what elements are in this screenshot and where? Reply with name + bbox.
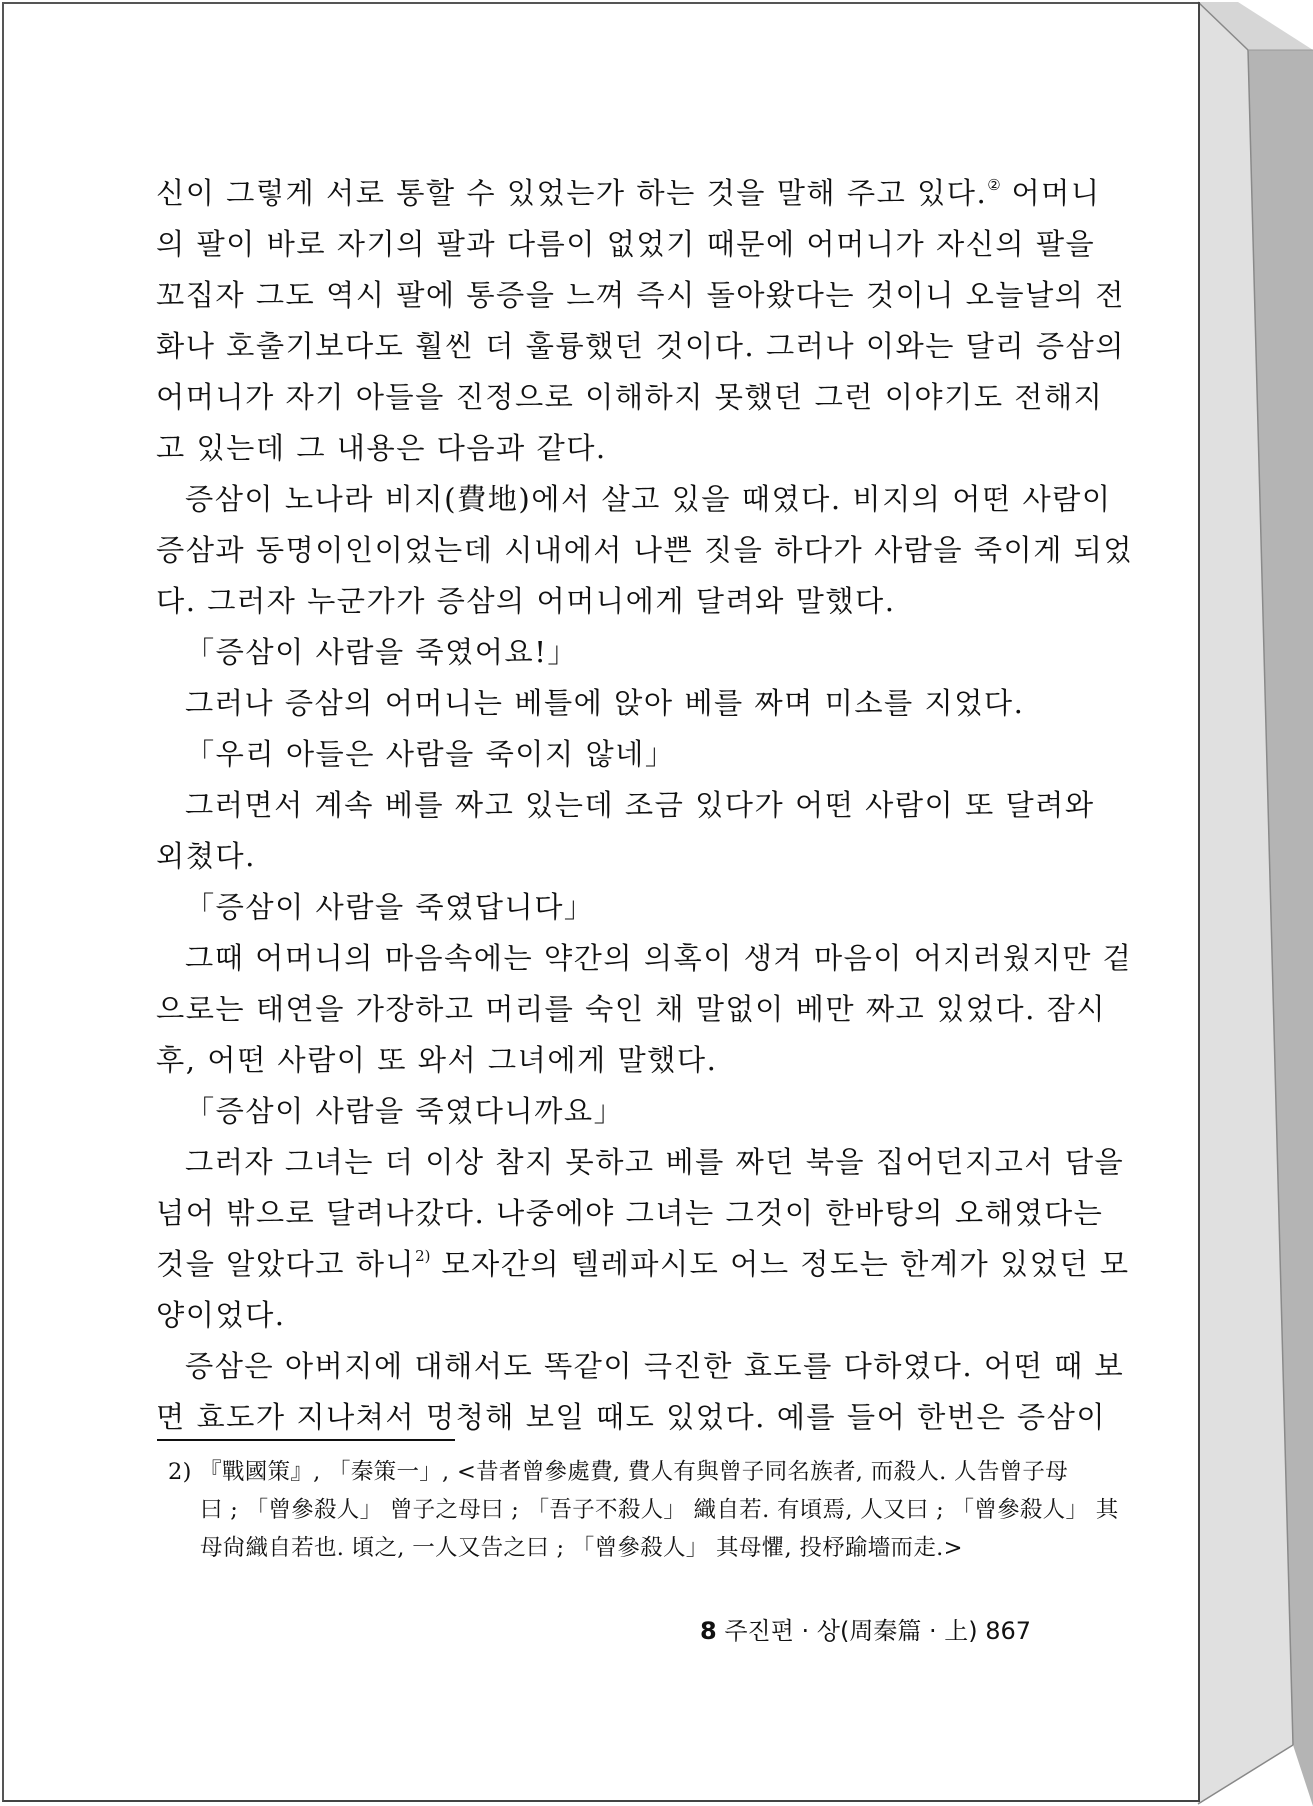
text-line: 그러면서 계속 베를 짜고 있는데 조금 있다가 어떤 사람이 또 달려와 [185,788,1095,822]
page-edge [1198,2,1200,1802]
dialogue-line: 「증삼이 사람을 죽였답니다」 [185,890,595,924]
footnote-line: 母尙織自若也. 頃之, 一人又告之曰 ; 「曾參殺人」 其母懼, 投杼踰墻而走.> [200,1535,963,1561]
text-line: 후, 어떤 사람이 또 와서 그녀에게 말했다. [156,1043,718,1077]
text-line: 화나 호출기보다도 훨씬 더 훌륭했던 것이다. 그러나 이와는 달리 증삼의 [156,329,1125,363]
text-line: 외쳤다. [156,839,256,873]
text-line: 면 효도가 지나쳐서 멍청해 보일 때도 있었다. 예를 들어 한번은 증삼이 [156,1400,1107,1434]
text-line: 의 팔이 바로 자기의 팔과 다름이 없었기 때문에 어머니가 자신의 팔을 [156,227,1096,261]
text-line: 으로는 태연을 가장하고 머리를 숙인 채 말없이 베만 짜고 있었다. 잠시 [156,992,1107,1026]
page-footer [700,1615,1032,1647]
line-text: 것을 알았다고 하니 [156,1247,416,1281]
dialogue-line: 「우리 아들은 사람을 죽이지 않네」 [185,737,676,771]
text-line: 꼬집자 그도 역시 팔에 통증을 느껴 즉시 돌아왔다는 것이니 오늘날의 전 [156,278,1125,312]
chapter-number: 8 [700,1617,717,1645]
text-line: 그러나 증삼의 어머니는 베틀에 앉아 베를 짜며 미소를 지었다. [185,686,1025,720]
footnote [168,1453,1119,1567]
footnote-reference: 2) [415,1247,431,1265]
text-line: 넘어 밖으로 달려나갔다. 나중에야 그녀는 그것이 한바탕의 오해였다는 [156,1196,1104,1230]
dialogue-line: 「증삼이 사람을 죽였어요!」 [185,635,579,669]
text-line: 다. 그러자 누군가가 증삼의 어머니에게 달려와 말했다. [156,584,896,618]
book-thickness-edge [1198,0,1313,1806]
chapter-title: 주진편 · 상(周秦篇 · 上) [724,1617,978,1645]
text-line [156,1239,1130,1290]
text-line: 양이었다. [156,1298,286,1332]
page-number: 867 [985,1617,1032,1645]
text-line: 증삼과 동명이인이었는데 시내에서 나쁜 짓을 하다가 사람을 죽이게 되었 [156,533,1134,567]
footnote-divider [157,1439,455,1441]
text-line [156,168,1101,219]
text-line: 증삼은 아버지에 대해서도 똑같이 극진한 효도를 다하였다. 어떤 때 보 [185,1349,1125,1383]
footnote-line: 2) 『戰國策』, 「秦策一」, <昔者曾參處費, 費人有與曾子同名族者, 而殺人. 人告曾子母 [168,1459,1069,1485]
text-line: 그때 어머니의 마음속에는 약간의 의혹이 생겨 마음이 어지러웠지만 겉 [185,941,1133,975]
footnote-line: 曰 ; 「曾參殺人」 曾子之母曰 ; 「吾子不殺人」 織自若. 有頃焉, 人又曰 ; 「曾參殺人」 其 [200,1497,1119,1523]
text-line: 증삼이 노나라 비지(費地)에서 살고 있을 때였다. 비지의 어떤 사람이 [185,482,1112,516]
line-text: 신이 그렇게 서로 통할 수 있었는가 하는 것을 말해 주고 있다. [156,176,988,210]
line-text: 모자간의 텔레파시도 어느 정도는 한계가 있었던 모 [441,1247,1130,1281]
text-line: 고 있는데 그 내용은 다음과 같다. [156,431,607,465]
text-line: 어머니가 자기 아들을 진정으로 이해하지 못했던 그런 이야기도 전해지 [156,380,1104,414]
text-line: 그러자 그녀는 더 이상 참지 못하고 베를 짜던 북을 집어던지고서 담을 [185,1145,1125,1179]
body-text [156,168,1134,1443]
footnote-reference: ② [987,176,1001,194]
line-text: 어머니 [1011,176,1101,210]
dialogue-line: 「증삼이 사람을 죽였다니까요」 [185,1094,625,1128]
